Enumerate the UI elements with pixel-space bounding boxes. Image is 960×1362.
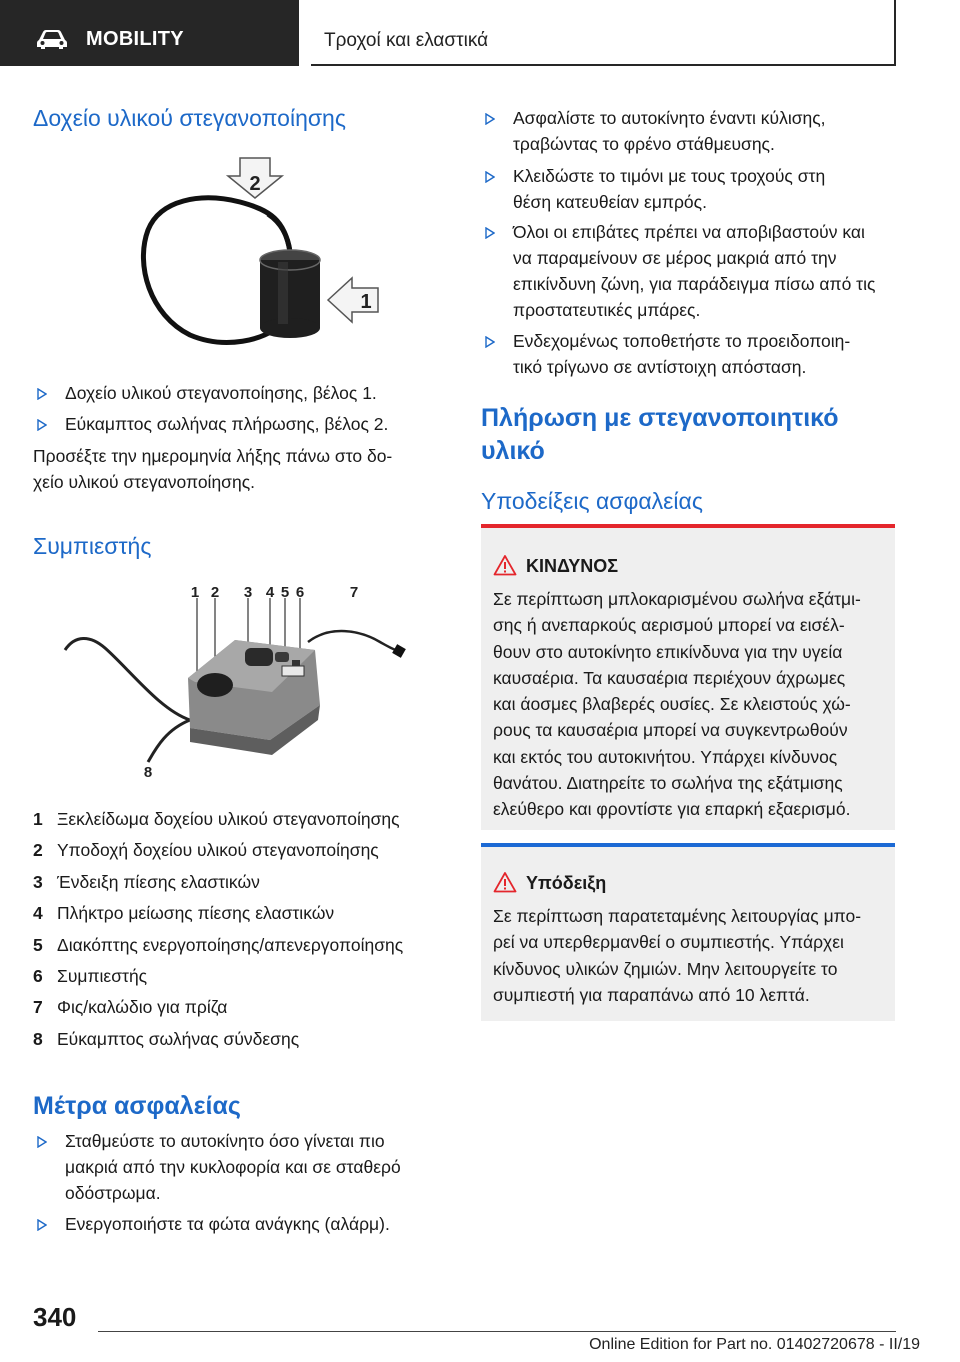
danger-text: Σε περίπτωση μπλοκαρισμένου σωλήνα εξάτμι- σης ή ανεπαρκούς αερισμού μπορεί να εισέλ- θουν στο αυτοκίνητο επικίνδυνα για την υγεία καυσαέρια. Τα καυσαέρια περιέχουν άχρωμες και άοσμες βλαβερές ουσίες. Σε κλειστούς χώ- ρους τα καυσαέρια μπορεί να συγκεντρωθούν και εκτός του αυτοκινήτου. Υπάρχει κίνδυνος θανάτου. Διατηρείτε το σωλήνα της εξάτμισης ελεύθερο και φροντίστε για επαρκή εξαερισμό. bbox=[493, 589, 861, 820]
container-bullet-1: Δοχείο υλικού στεγανοποίησης, βέλος 1. bbox=[33, 380, 443, 406]
danger-title: ΚΙΝΔΥΝΟΣ bbox=[526, 556, 619, 576]
car-icon bbox=[36, 28, 68, 50]
container-bullet-2: Εύκαμπτος σωλήνας πλήρωσης, βέλος 2. bbox=[33, 411, 443, 437]
bullet-triangle-icon bbox=[485, 113, 495, 125]
legend-item: 6 Συμπιεστής bbox=[33, 965, 148, 986]
container-heading: Δοχείο υλικού στεγανοποίησης bbox=[33, 105, 346, 131]
notice-box bbox=[481, 843, 895, 1021]
notice-bar bbox=[481, 843, 895, 847]
bullet-triangle-icon bbox=[485, 171, 495, 183]
figure2-label-8: 8 bbox=[143, 764, 153, 780]
bullet-triangle-icon bbox=[485, 336, 495, 348]
header-section-tab bbox=[0, 0, 299, 66]
page-number: 340 bbox=[33, 1302, 77, 1332]
footer-edition: Online Edition for Part no. 01402720678 - II/19 bbox=[589, 1336, 920, 1353]
bullet-triangle-icon bbox=[37, 1136, 47, 1148]
warning-triangle-icon bbox=[493, 554, 517, 576]
sealant-container-figure bbox=[130, 150, 390, 365]
notice-text: Σε περίπτωση παρατεταμένης λειτουργίας μπο- ρεί να υπερθερμανθεί ο συμπιεστής. Υπάρχει κίνδυνος υλικών ζημιών. Μην λειτουργείτε το συμπιεστή για παραπάνω από 10 λεπτά. bbox=[493, 906, 862, 1005]
legend-item: 8 Εύκαμπτος σωλήνας σύνδεσης bbox=[33, 1028, 300, 1049]
compressor-heading: Συμπιεστής bbox=[33, 533, 152, 559]
right-bullet-2: Κλειδώστε το τιμόνι με τους τροχούς στη θέση κατευθείαν εμπρός. bbox=[481, 163, 896, 215]
header-chapter-title: Τροχοί και ελαστικά bbox=[324, 30, 489, 51]
right-bullet-1: Ασφαλίστε το αυτοκίνητο έναντι κύλισης, τραβώντας το φρένο στάθμευσης. bbox=[481, 105, 896, 157]
figure2-label-4: 4 bbox=[265, 584, 275, 601]
figure1-label-1: 1 bbox=[360, 291, 372, 313]
legend-item: 7 Φις/καλώδιο για πρίζα bbox=[33, 997, 228, 1018]
safety-bullet-2: Ενεργοποιήστε τα φώτα ανάγκης (αλάρμ). bbox=[33, 1211, 448, 1237]
figure2-label-7: 7 bbox=[349, 584, 359, 601]
legend-item: 3 Ένδειξη πίεσης ελαστικών bbox=[33, 871, 260, 892]
container-note: Προσέξτε την ημερομηνία λήξης πάνω στο δο- χείο υλικού στεγανοποίησης. bbox=[33, 446, 393, 492]
notice-title: Υπόδειξη bbox=[526, 873, 607, 893]
danger-bar bbox=[481, 524, 895, 528]
header-chapter bbox=[311, 0, 896, 66]
figure1-label-2: 2 bbox=[249, 173, 261, 195]
header-section-title: MOBILITY bbox=[86, 28, 184, 50]
figure2-label-1: 1 bbox=[190, 584, 200, 601]
legend-item: 1 Ξεκλείδωμα δοχείου υλικού στεγανοποίησης bbox=[33, 809, 400, 829]
compressor-legend bbox=[33, 806, 443, 1057]
right-bullet-4: Ενδεχομένως τοποθετήστε το προειδοποιη- τικό τρίγωνο σε αντίστοιχη απόσταση. bbox=[481, 328, 896, 380]
danger-warning-box bbox=[481, 524, 895, 830]
figure2-label-2: 2 bbox=[210, 584, 220, 601]
right-bullet-3: Όλοι οι επιβάτες πρέπει να αποβιβαστούν και να παραμείνουν σε μέρος μακριά από την επικίνδυνη ζώνη, για παράδειγμα πίσω από τις προστατευτικές μπάρες. bbox=[481, 219, 896, 323]
filling-heading: Πλήρωση με στεγανοποιητικό υλικό bbox=[481, 404, 839, 465]
bullet-triangle-icon bbox=[37, 419, 47, 431]
bullet-triangle-icon bbox=[37, 1219, 47, 1231]
safety-bullet-1: Σταθμεύστε το αυτοκίνητο όσο γίνεται πιο μακριά από την κυκλοφορία και σε σταθερό οδόστρωμα. bbox=[33, 1128, 448, 1206]
notice-triangle-icon bbox=[493, 871, 517, 893]
figure2-label-5: 5 bbox=[280, 584, 290, 601]
footer-divider bbox=[98, 1331, 896, 1332]
hints-heading: Υποδείξεις ασφαλείας bbox=[481, 488, 703, 514]
bullet-triangle-icon bbox=[485, 227, 495, 239]
figure2-label-6: 6 bbox=[295, 584, 305, 601]
figure2-label-3: 3 bbox=[243, 584, 253, 601]
connection-hose bbox=[65, 638, 190, 720]
legend-item: 5 Διακόπτης ενεργοποίησης/απενεργοποίησης bbox=[33, 934, 404, 955]
legend-item: 2 Υποδοχή δοχείου υλικού στεγανοποίησης bbox=[33, 840, 379, 861]
compressor-figure bbox=[60, 580, 430, 780]
bullet-triangle-icon bbox=[37, 388, 47, 400]
power-cable bbox=[308, 631, 400, 652]
safety-heading: Μέτρα ασφαλείας bbox=[33, 1092, 241, 1120]
legend-item: 4 Πλήκτρο μείωσης πίεσης ελαστικών bbox=[33, 903, 335, 924]
